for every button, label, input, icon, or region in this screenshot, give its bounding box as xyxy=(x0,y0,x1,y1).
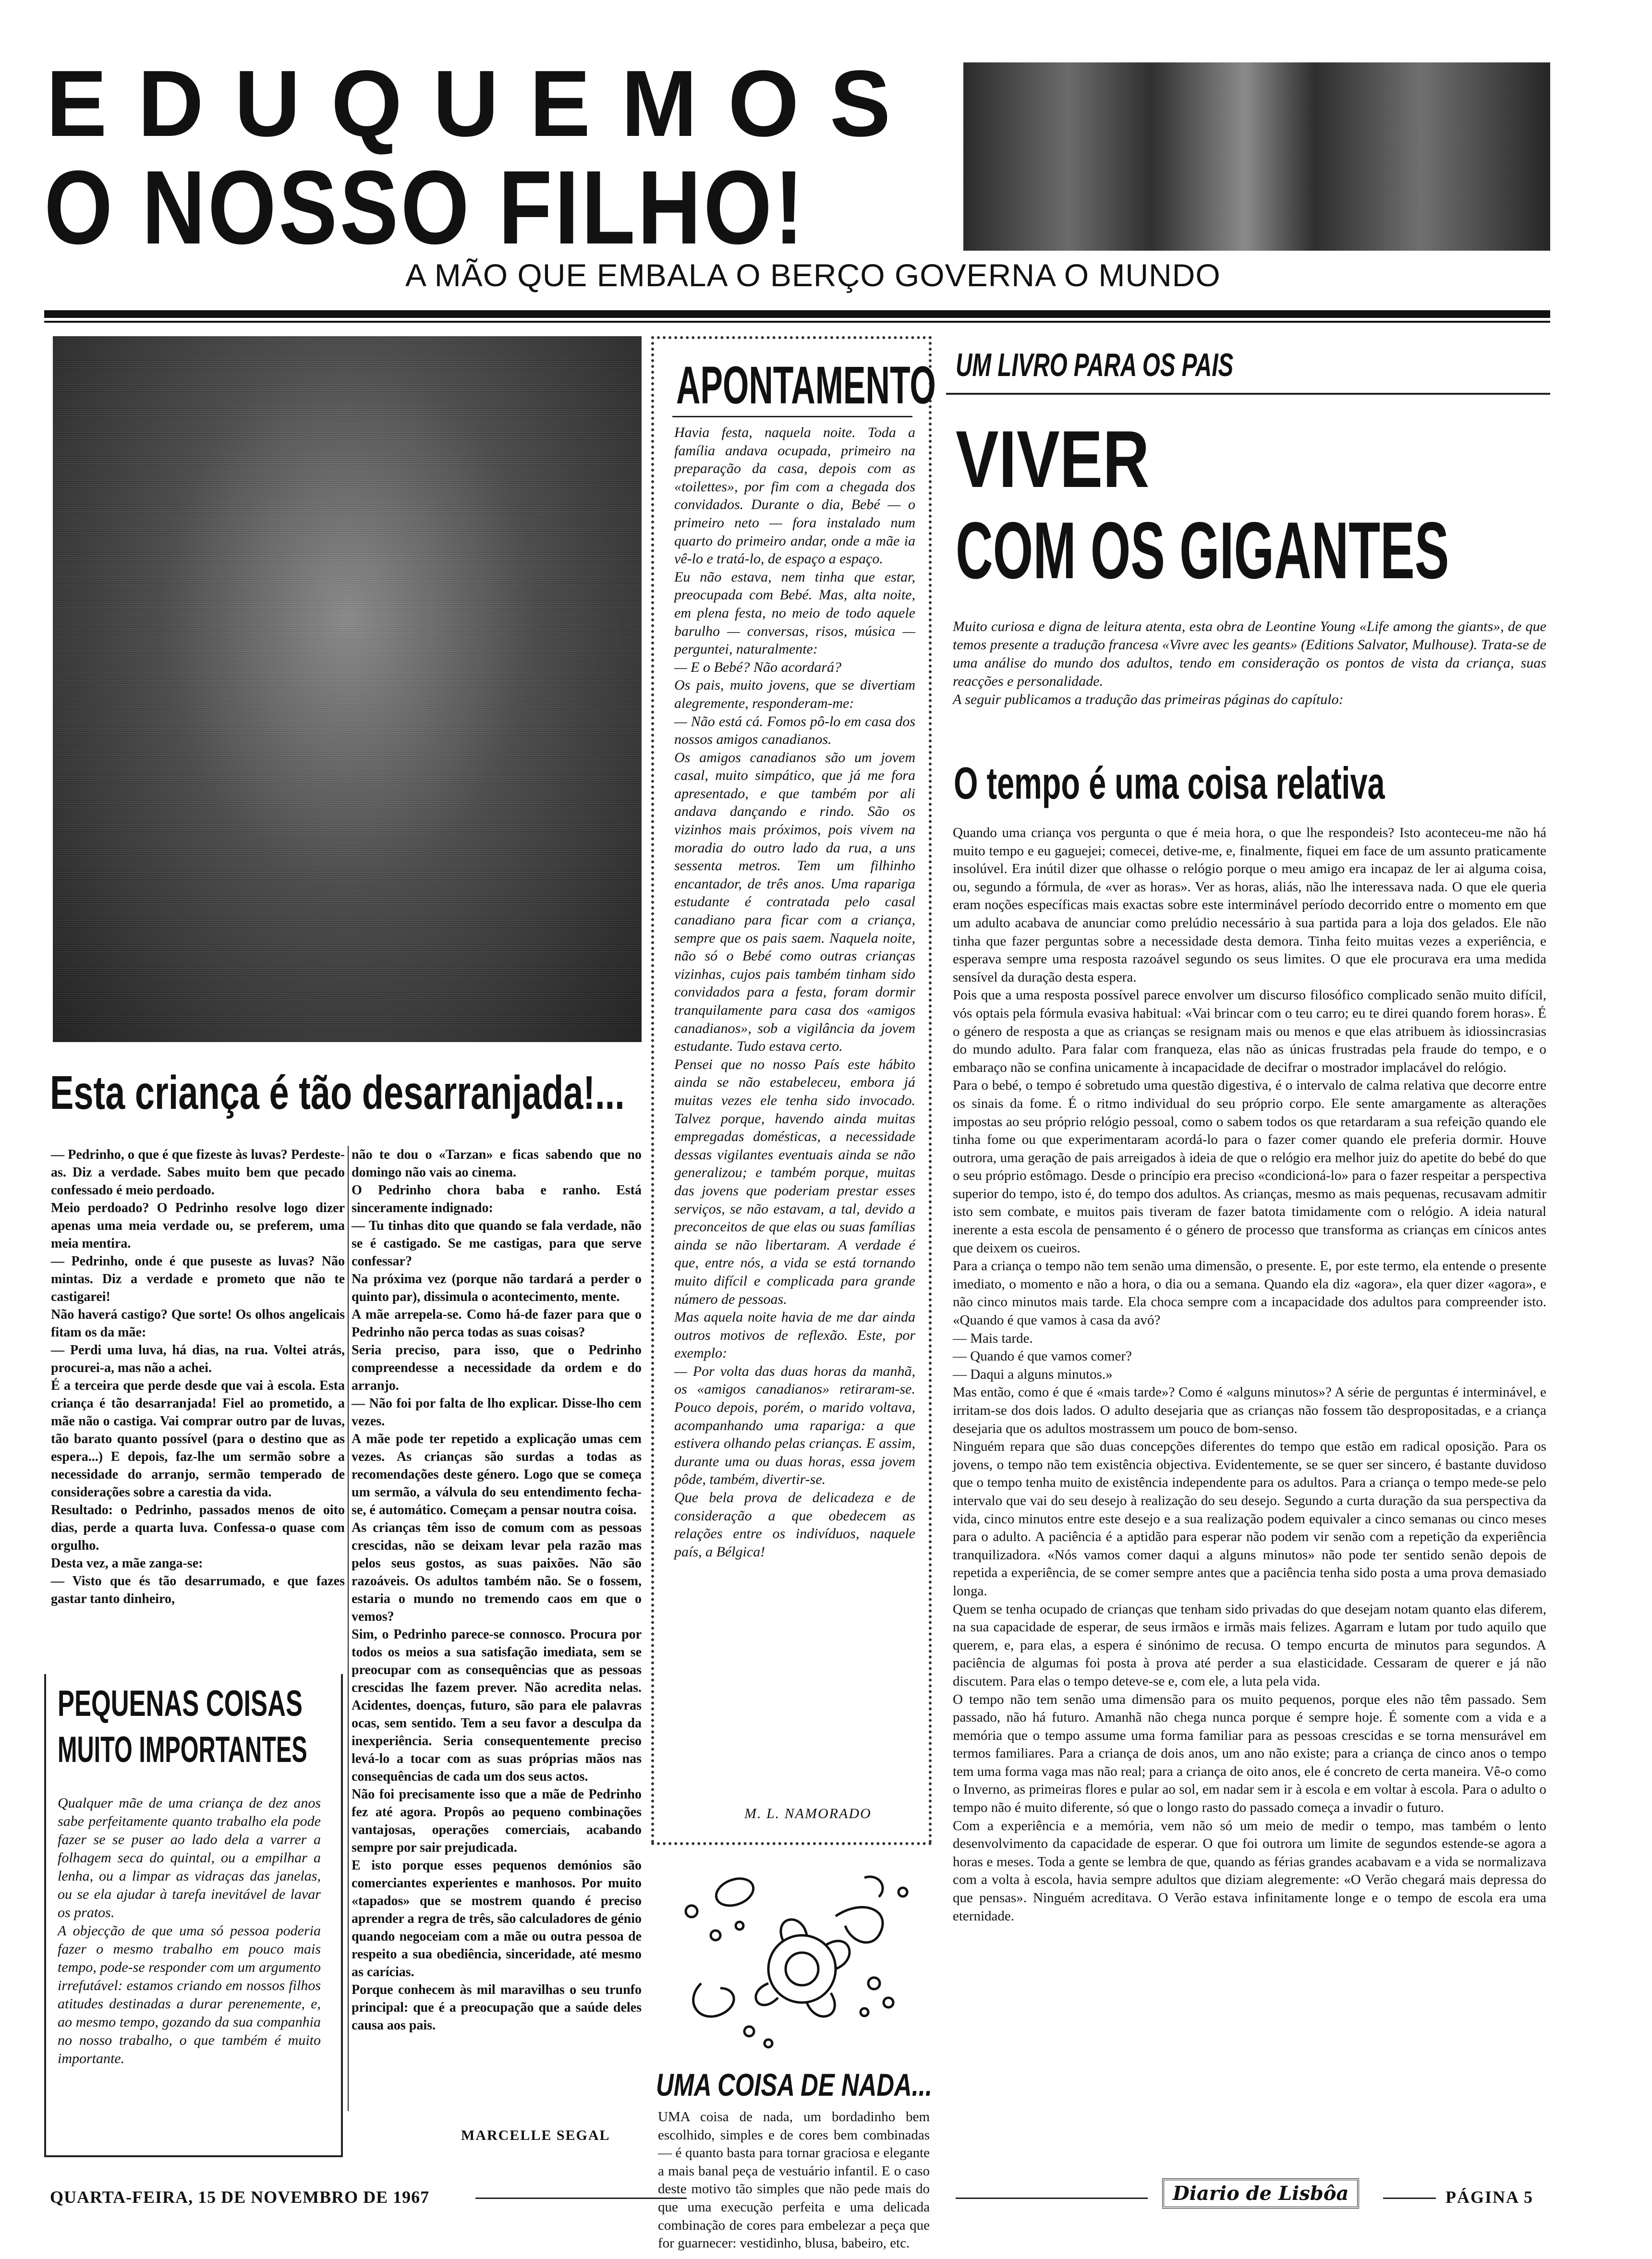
footer-page: PÁGINA 5 xyxy=(1446,2187,1534,2207)
child-photo xyxy=(53,336,642,1042)
coisa-de-nada-text: UMA coisa de nada, um bordadinho bem escolhido, simples e de cores bem combinadas — é quanto basta para tornar graciosa e elegante a mais banal peça de vestuário infantil. E o caso deste motivo tão simples que não pede mais do que uma execução perfeita e uma delicada combinação de cores para embelezar a peça que for guarnecer: vestidinho, blusa, babeiro, etc. xyxy=(658,2109,930,2251)
masthead-title-line2: O NOSSO FILHO! xyxy=(44,149,806,266)
apontamento-heading-rule xyxy=(672,416,912,417)
column-rule xyxy=(348,1146,349,2111)
article-signature: MARCELLE SEGAL xyxy=(461,2127,610,2143)
livro-subheading: O tempo é uma coisa relativa xyxy=(954,758,1385,808)
pequenas-coisas-heading-2: MUITO IMPORTANTES xyxy=(58,1729,307,1770)
livro-title-line1: VIVER xyxy=(956,414,1150,504)
article-heading: Esta criança é tão desarranjada!... xyxy=(50,1066,625,1119)
flower-motif-icon xyxy=(663,1858,932,2060)
apontamento-border-bottom xyxy=(651,1842,932,1845)
livro-text: Quando uma criança vos pergunta o que é meia hora, o que lhe respondeis? Isto aconteceu-me não há muito tempo e eu gaguejei; comecei, detive-me, e, finalmente, fiquei em face de um assunto praticamente insolúvel. Era inútil dizer que olhasse o relógio porque o meu amigo era incapaz de ler ai alguma coisa, ou, segundo a fórmula, de «ver as horas». Ver as horas, aliás, não lhe interessava nada. O que ele queria eram noções específicas mais exactas sobre este interminável período decorrido entre o momento em que um adulto acabava de anunciar como prelúdio necessário à sua partida para a loja dos gelados. Ele não tinha que fazer perguntas sobre a necessidade desta demora. Tinha feito muitas vezes a experiência, e esperava sempre uma resposta razoável segundo os seus limites. O que ele procurava era uma medida sensível da duração desta espera. Pois que a uma resposta possível parece envolver um discurso filosófico complicado senão muito difícil, vós optais pela fórmula evasiva habitual: «Vai brincar com o teu carro; eu te direi quando forem horas». É o género de resposta a que as crianças se resignam mais ou menos e que elas atribuem às idiossincrasias do mundo adulto. Para falar com franqueza, elas não as únicas frustradas pela fraude do tempo, e o embaraço não se confina unicamente à incapacidade de decifrar o mostrador implacável do relógio. Para o bebé, o tempo é sobretudo uma questão digestiva, é o intervalo de calma relativa que decorre entre os sinais da fome. É o ritmo individual do seu próprio corpo. Ele sente amargamente as alterações impostas ao seu próprio relógio pessoal, como o sabem todos os que retardaram a sua refeição quando ele tinha fome ou que experimentaram acordá-lo para o fazer comer quando ele preferia dormir. Houve outrora, uma geração de pais arreigados à ideia de que o relógio era melhor juiz do apetite do bebé do que o seu próprio estômago. Desde o princípio era preciso «condicioná-lo» para o fazer respeitar a perspectiva superior do tempo, isto é, do tempo dos adultos. As crianças, mesmo as mais pequenas, recusavam admitir isto sem combate, e muitos pais tiveram de fazer batota timidamente com o relógio. A ideia natural inerente a esta escola de pensamento é o género de processo que transforma as crianças em cínicos antes que deixem os cueiros. Para a criança o tempo não tem senão uma dimensão, o presente. E, por este termo, ela entende o presente imediato, o momento e não a hora, o dia ou a semana. Quando ela diz «agora», ela quer dizer «agora», e não cinco minutos mais tarde. Ela choca sempre com a incapacidade dos adultos para compreender isto. «Quando é que vamos à casa da avó? — Mais tarde. — Quando é que vamos comer? — Daqui a alguns minutos.» Mas então, como é que é «mais tarde»? Como é «alguns minutos»? A série de perguntas é interminável, e irritam-se dos dois lados. O adulto desejaria que as crianças não fossem tão despropositadas, e a criança desejaria que os adultos mostrassem um pouco de bom-senso. Ninguém repara que são duas concepções diferentes do tempo que estão em radical oposição. Para os jovens, o tempo não tem existência objectiva. Evidentemente, se se quer ser sincero, é bastante duvidoso que o tempo tenha muito de existência independente para os adultos. Para a criança o tempo mede-se pelo intervalo que vai do seu desejo à realização do seu desejo. Segundo a curta duração da sua perspectiva da vida, cinco minutos entre este desejo e a sua realização podem equivaler a cinco semanas ou cinco meses para o adulto. A paciência é a aptidão para esperar não podem vir senão com a repetição da experiência tranquilizadora. «Nós vamos comer daqui a alguns minutos» não pode ter sentido senão depois de repetida a experiência, de se comer sempre antes que a paciência tenha sido posta a uma prova demasiado longa. Quem se tenha ocupado de crianças que tenham sido privadas do que desejam notam quanto elas diferem, na sua capacidade de esperar, de seus irmãos e irmãs mais felizes. Agarram e lutam por tudo aquilo que querem, e, para elas, a espera é sinónimo de recusa. O tempo encurta de minutos para segundos. A paciência de algumas foi posta à prova até perder a sua elasticidade. Cessaram de querer e já não discutem. Para elas o tempo deteve-se e, com ele, a luta pela vida. O tempo não tem senão uma dimensão para os muito pequenos, porque eles não têm passado. Sem passado, não há futuro. Amanhã não chega nunca porque é sempre hoje. É somente com a vida e a memória que o tempo assume uma forma familiar para as pessoas crescidas e se torna mensurável em termos familiares. Para a criança de dois anos, um ano não existe; para a criança de cinco anos o tempo tem uma forma vaga mas não real; para a criança de oito anos, ele é concreto de certa maneira. Vê-o como o Inverno, as primeiras flores e pular ao sol, em nadar sem ir à escola e em voltar à escola. Para o adulto o tempo não é muito diferente, só que o longo rasto do passado começa a invadir o futuro. Com a experiência e a memória, vem não só um meio de medir o tempo, mas também o lento desenvolvimento da capacidade de esperar. O que foi outrora um limite de segundos estende-se agora a horas e meses. Toda a gente se lembra de que, quando as férias grandes acabavam e a vida se normalizava com a volta à escola, havia sempre adultos que diziam alegremente: «O Verão chegará mais depressa do que pensas». Ninguém acreditava. O Verão estava infinitamente longe e o tempo de escola era uma eternidade. xyxy=(953,825,1546,1924)
footer-rule-right xyxy=(1383,2198,1436,2199)
pequenas-coisas-text: Qualquer mãe de uma criança de dez anos sabe perfeitamente quanto trabalho ela pode fazer se se puser ao lado dela a varrer a folhagem seca do quintal, ou a empilhar a lenha, ou a limpar as vidraças das janelas, ou se ela ajudar à tarefa inevitável de lavar os pratos. A objecção de que uma só pessoa poderia fazer o mesmo trabalho em pouco mais tempo, pode-se responder com um argumento irrefutável: estamos criando em nossos filhos atitudes destinadas a durar perenemente, e, ao mesmo tempo, gozando da sua companhia no nosso trabalho, o que também é muito importante. xyxy=(58,1795,321,2066)
apontamento-heading: APONTAMENTO xyxy=(676,356,936,415)
livro-intro: Muito curiosa e digna de leitura atenta, esta obra de Leontine Young «Life among the giants», de que temos presente a tradução francesa «Vivre avec les geants» (Editions Salvator, Mulhouse). Trata-se de uma análise do mundo dos adultos, tendo em consideração os pontos de vista da criança, suas reacções e personalidade. A seguir publicamos a tradução das primeiras páginas do capítulo: xyxy=(953,619,1546,707)
livro-kicker: UM LIVRO PARA OS PAIS xyxy=(956,347,1234,383)
coisa-de-nada-heading: UMA COISA DE NADA... xyxy=(656,2067,933,2102)
apontamento-border-right xyxy=(929,336,932,1844)
livro-title-line2: COM OS GIGANTES xyxy=(956,505,1449,595)
apontamento-signature: M. L. NAMORADO xyxy=(744,1806,872,1822)
apontamento-border-top xyxy=(651,336,932,339)
footer-date: QUARTA-FEIRA, 15 DE NOVEMBRO DE 1967 xyxy=(50,2187,430,2207)
livro-kicker-rule xyxy=(946,393,1550,395)
masthead-rule-thin xyxy=(44,321,1550,323)
masthead-rule xyxy=(44,310,1550,318)
apontamento-border-left xyxy=(651,336,654,1844)
footer-rule-left xyxy=(475,2198,687,2199)
apontamento-text: Havia festa, naquela noite. Toda a família andava ocupada, primeiro na preparação da casa, depois com as «toilettes», por fim com a chegada dos convidados. Durante o dia, Bebé — o primeiro neto — fora instalado num quarto do primeiro andar, onde a mãe ia vê-lo e tratá-lo, de espaço a espaço. Eu não estava, nem tinha que estar, preocupada com Bebé. Mas, alta noite, em plena festa, no meio de todo aquele barulho — conversas, risos, música — perguntei, naturalmente: — E o Bebé? Não acordará? Os pais, muito jovens, que se divertiam alegremente, responderam-me: — Não está cá. Fomos pô-lo em casa dos nossos amigos canadianos. Os amigos canadianos são um jovem casal, muito simpático, que já me fora apresentado, e que também por ali andava dançando e rindo. São os vizinhos mais próximos, pois vivem na moradia do outro lado da rua, a uns sessenta metros. Tem um filhinho encantador, de três anos. Uma rapariga estudante é contratada pelo casal canadiano para ficar com a criança, sempre que os pais saem. Naquela noite, não só o Bebé como outras crianças vizinhas, cujos pais também tinham sido convidados para a festa, foram dormir tranquilamente para casa dos «amigos canadianos», sob a vigilância da jovem estudante. Tudo estava certo. Pensei que no nosso País este hábito ainda se não estabeleceu, embora já muitas vezes ele tenha sido invocado. Talvez porque, havendo ainda muitas empregadas domésticas, a necessidade dessas vigilantes eventuais ainda se não generalizou; e também porque, muitas das jovens que poderiam prestar esses serviços, se não estavam, a tal, devido a preconceitos de que elas ou suas famílias ainda se não libertaram. A verdade é que, entre nós, a vida se está tornando muito difícil e complicada para grande número de pessoas. Mas aquela noite havia de me dar ainda outros motivos de reflexão. Este, por exemplo: — Por volta das duas horas da manhã, os «amigos canadianos» retiraram-se. Pouco depois, porém, o marido voltava, acompanhando uma rapariga: a que estivera olhando pelas crianças. E assim, durante uma ou duas horas, essa jovem pôde, também, divertir-se. Que bela prova de delicadeza e de consideração a que obedecem as relações entre os indivíduos, naquele país, a Bélgica! xyxy=(674,425,915,1560)
masthead-photo xyxy=(963,62,1550,251)
masthead-title-line1: EDUQUEMOS xyxy=(46,51,922,156)
footer-rule-mid xyxy=(956,2198,1148,2199)
masthead-subtitle: A MÃO QUE EMBALA O BERÇO GOVERNA O MUNDO xyxy=(405,257,1221,293)
embroidery-pattern xyxy=(663,1858,932,2060)
footer-paper-name: Diario de Lisbôa xyxy=(1162,2178,1359,2209)
article-col2: não te dou o «Tarzan» e ficas sabendo que no domingo não vais ao cinema. O Pedrinho chora baba e ranho. Está sinceramente indignado: — Tu tinhas dito que quando se fala verdade, não se é castigado. Se me castigas, para que serve confessar? Na próxima vez (porque não tardará a perder o quinto par), dissimula o acontecimento, mente. A mãe arrepela-se. Como há-de fazer para que o Pedrinho não perca todas as suas coisas? Seria preciso, para isso, que o Pedrinho compreendesse a necessidade da ordem e do arranjo. — Não foi por falta de lho explicar. Disse-lho cem vezes. A mãe pode ter repetido a explicação umas cem vezes. As crianças são surdas a todas as recomendações deste género. Logo que se começa um sermão, a válvula do seu entendimento fecha-se, é automático. Começam a pensar noutra coisa. As crianças têm isso de comum com as pessoas crescidas, não se deixam levar pela razão mas pelos seus gostos, as suas paixões. Não são razoáveis. Os adultos também não. Se o fossem, estaria o mundo no tremendo caos em que o vemos? Sim, o Pedrinho parece-se connosco. Procura por todos os meios a sua satisfação imediata, sem se preocupar com as consequências que as pessoas crescidas lhe fazem prever. Não acredita nelas. Acidentes, doenças, futuro, são para ele palavras ocas, sem sentido. Tem a seu favor a desculpa da inexperiência. Seria consequentemente preciso levá-lo a tocar com as suas próprias mãos nas consequências de cada um dos seus actos. Não foi precisamente isso que a mãe de Pedrinho fez até agora. Propôs ao pequeno combinações vantajosas, operações comerciais, acabando sempre por sair prejudicada. E isto porque esses pequenos demónios são comerciantes experientes e manhosos. Por muito «tapados» que se mostrem quando é preciso aprender a regra de três, são calculadores de génio quando negoceiam com a mãe ou outra pessoa de respeito a sua obediência, sinceridade, até mesmo as carícias. Porque conhecem às mil maravilhas o seu trunfo principal: que é a preocupação que a saúde deles causa aos pais. xyxy=(352,1147,642,2033)
pequenas-coisas-heading-1: PEQUENAS COISAS xyxy=(58,1683,303,1724)
article-col1: — Pedrinho, o que é que fizeste às luvas? Perdeste-as. Diz a verdade. Sabes muito bem que pecado confessado é meio perdoado. Meio perdoado? O Pedrinho resolve logo dizer apenas uma meia verdade ou, se preferem, uma meia mentira. — Pedrinho, onde é que puseste as luvas? Não mintas. Diz a verdade e prometo que não te castigarei! Não haverá castigo? Que sorte! Os olhos angelicais fitam os da mãe: — Perdi uma luva, há dias, na rua. Voltei atrás, procurei-a, mas não a achei. É a terceira que perde desde que vai à escola. Esta criança é tão desarranjada! Fiel ao prometido, a mãe não o castiga. Vai comprar outro par de luvas, tão barato quanto possível (para o destino que as espera...) E depois, faz-lhe um sermão sobre a necessidade do arranjo, sermão temperado de considerações sobre a carestia da vida. Resultado: o Pedrinho, passados menos de oito dias, perde a quarta luva. Confessa-o quase com orgulho. Desta vez, a mãe zanga-se: — Visto que és tão desarrumado, e que fazes gastar tanto dinheiro, xyxy=(51,1147,345,1606)
